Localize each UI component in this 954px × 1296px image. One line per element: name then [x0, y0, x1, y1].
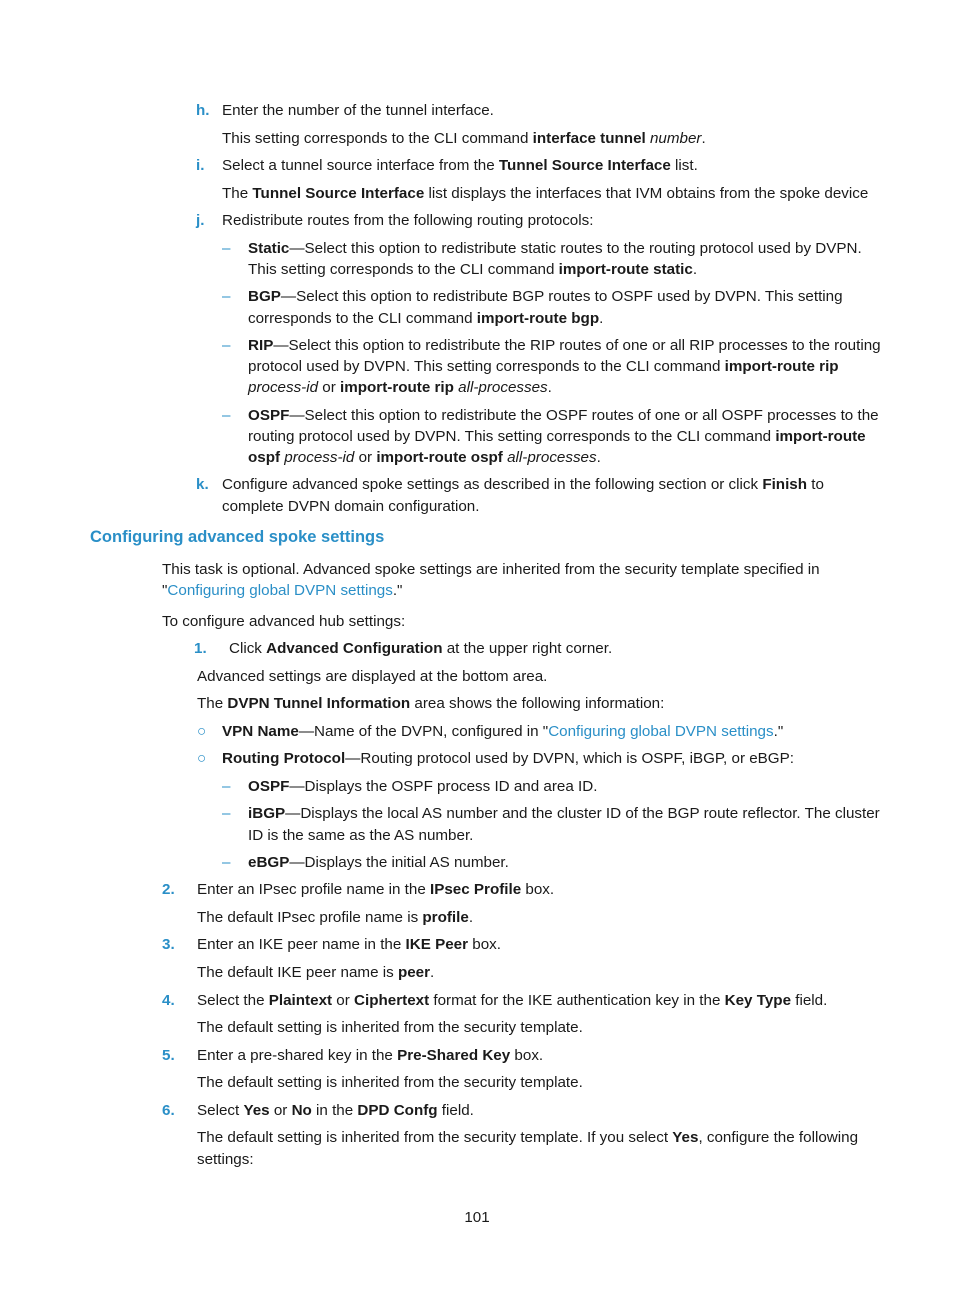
- configuring-global-dvpn-link-2[interactable]: Configuring global DVPN settings: [548, 723, 774, 740]
- protocol-ospf: OSPF—Select this option to redistribute the OSPF routes of one or all OSPF processes to the: [248, 407, 879, 424]
- sub-ibgp: iBGP—Displays the local AS number and the cluster ID of the BGP route reflector. The cluster: [248, 805, 880, 822]
- section-lead: To configure advanced hub settings:: [162, 613, 406, 630]
- step-4-marker: 4.: [162, 992, 175, 1009]
- sub-ibgp-cont: ID is the same as the AS number.: [248, 827, 474, 844]
- protocol-ospf-cli: routing protocol used by DVPN. This setting corresponds to the CLI command import-route: [248, 428, 866, 445]
- section-intro-link-line: "Configuring global DVPN settings.": [162, 582, 403, 599]
- step-2-marker: 2.: [162, 881, 175, 898]
- sub-ebgp: eBGP—Displays the initial AS number.: [248, 854, 509, 871]
- configuring-global-dvpn-link[interactable]: Configuring global DVPN settings: [167, 582, 393, 599]
- dash-static: –: [222, 240, 231, 257]
- dash-rip: –: [222, 337, 231, 354]
- protocol-ospf-cli-args: ospf process-id or import-route ospf all-processes.: [248, 449, 601, 466]
- info-routing-protocol: Routing Protocol—Routing protocol used by DVPN, which is OSPF, iBGP, or eBGP:: [222, 750, 794, 767]
- protocol-bgp: BGP—Select this option to redistribute BGP routes to OSPF used by DVPN. This setting: [248, 288, 843, 305]
- dash-ospf: –: [222, 407, 231, 424]
- step-4-note: The default setting is inherited from the security template.: [197, 1019, 583, 1036]
- step-k-text-cont: complete DVPN domain configuration.: [222, 498, 480, 515]
- protocol-static: Static—Select this option to redistribute static routes to the routing protocol used by DVPN.: [248, 240, 862, 257]
- step-h-marker: h.: [196, 102, 210, 119]
- section-heading: Configuring advanced spoke settings: [90, 528, 385, 546]
- step-i-text: Select a tunnel source interface from the Tunnel Source Interface list.: [222, 157, 698, 174]
- sub-ospf: OSPF—Displays the OSPF process ID and area ID.: [248, 778, 598, 795]
- step-2-text: Enter an IPsec profile name in the IPsec Profile box.: [197, 881, 555, 898]
- step-1-text: Click Advanced Configuration at the upper right corner.: [229, 640, 613, 657]
- dash-sub-ibgp: –: [222, 805, 231, 822]
- protocol-static-cli: This setting corresponds to the CLI command import-route static.: [248, 261, 698, 278]
- step-1-marker: 1.: [194, 640, 207, 657]
- step-h-note: This setting corresponds to the CLI command interface tunnel number.: [222, 130, 706, 147]
- step-6-note-cont: settings:: [197, 1151, 254, 1168]
- step-3-note: The default IKE peer name is peer.: [197, 964, 435, 981]
- step-4-text: Select the Plaintext or Ciphertext format for the IKE authentication key in the Key Type field.: [197, 992, 828, 1009]
- step-1-note2: The DVPN Tunnel Information area shows the following information:: [197, 695, 665, 712]
- step-6-marker: 6.: [162, 1102, 175, 1119]
- protocol-bgp-cli: corresponds to the CLI command import-route bgp.: [248, 310, 604, 327]
- info-vpn-name: VPN Name—Name of the DVPN, configured in "Configuring global DVPN settings.": [222, 723, 784, 740]
- step-2-note: The default IPsec profile name is profile.: [197, 909, 474, 926]
- step-5-note: The default setting is inherited from the security template.: [197, 1074, 583, 1091]
- step-h-text: Enter the number of the tunnel interface.: [222, 102, 494, 119]
- step-k-text: Configure advanced spoke settings as described in the following section or click Finish to: [222, 476, 824, 493]
- dash-bgp: –: [222, 288, 231, 305]
- protocol-rip-cli-args: process-id or import-route rip all-processes.: [248, 379, 552, 396]
- step-1-note1: Advanced settings are displayed at the bottom area.: [197, 668, 548, 685]
- dash-sub-ospf: –: [222, 778, 231, 795]
- protocol-rip-cli: protocol used by DVPN. This setting corresponds to the CLI command import-route rip: [248, 358, 839, 375]
- section-intro: This task is optional. Advanced spoke settings are inherited from the security template specified in: [162, 561, 820, 578]
- bullet-vpn-name: ○: [197, 723, 207, 740]
- step-i-note: The Tunnel Source Interface list displays the interfaces that IVM obtains from the spoke device: [222, 185, 869, 202]
- step-3-marker: 3.: [162, 936, 175, 953]
- page-number: 101: [464, 1209, 490, 1226]
- step-j-text: Redistribute routes from the following routing protocols:: [222, 212, 594, 229]
- step-6-note: The default setting is inherited from the security template. If you select Yes, configure the following: [197, 1129, 859, 1146]
- dash-sub-ebgp: –: [222, 854, 231, 871]
- step-i-marker: i.: [196, 157, 205, 174]
- step-k-marker: k.: [196, 476, 209, 493]
- step-5-text: Enter a pre-shared key in the Pre-Shared Key box.: [197, 1047, 544, 1064]
- step-3-text: Enter an IKE peer name in the IKE Peer box.: [197, 936, 501, 953]
- step-j-marker: j.: [196, 212, 205, 229]
- bullet-routing-protocol: ○: [197, 750, 207, 767]
- step-6-text: Select Yes or No in the DPD Confg field.: [197, 1102, 474, 1119]
- step-5-marker: 5.: [162, 1047, 175, 1064]
- protocol-rip: RIP—Select this option to redistribute the RIP routes of one or all RIP processes to the routing: [248, 337, 881, 354]
